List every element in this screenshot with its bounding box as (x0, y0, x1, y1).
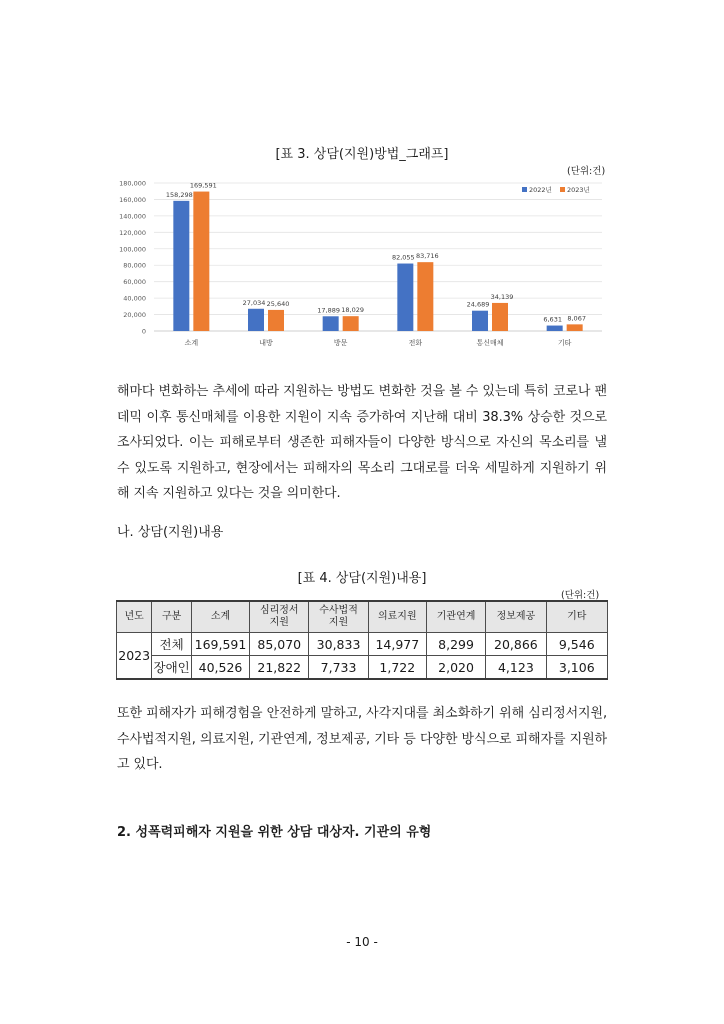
bar-2023 (343, 316, 359, 331)
header-other: 기타 (546, 601, 607, 633)
y-tick-label: 40,000 (123, 294, 146, 303)
table-cell: 14,977 (368, 633, 426, 656)
legend-swatch (560, 187, 565, 192)
bar-2022 (472, 311, 488, 331)
bar-2023 (567, 324, 583, 331)
bar-2023 (492, 303, 508, 331)
page-number: - 10 - (346, 935, 378, 949)
y-tick-label: 180,000 (119, 179, 146, 188)
y-tick-label: 0 (141, 327, 146, 336)
header-category: 구분 (152, 601, 192, 633)
table-cell: 40,526 (191, 656, 249, 680)
bar-2022 (248, 309, 264, 331)
x-tick-label: 통신매체 (476, 339, 504, 347)
chart-caption: [표 3. 상담(지원)방법_그래프] (275, 147, 449, 162)
table-cell: 4,123 (486, 656, 546, 680)
table-cell: 2,020 (426, 656, 485, 680)
row-label-disabled: 장애인 (152, 656, 192, 680)
legend-label: 2023년 (567, 186, 590, 194)
table-cell: 1,722 (368, 656, 426, 680)
table-cell: 3,106 (546, 656, 607, 680)
y-tick-label: 120,000 (119, 228, 146, 237)
header-psych: 심리정서 지원 (250, 601, 309, 633)
y-tick-label: 20,000 (123, 311, 146, 320)
table-cell: 169,591 (191, 633, 249, 656)
table-row (117, 633, 608, 656)
bar-2022 (173, 201, 189, 331)
table-row (117, 656, 608, 680)
data-label: 83,716 (415, 252, 439, 261)
table-cell: 85,070 (250, 633, 309, 656)
data-label: 25,640 (266, 299, 290, 308)
x-tick-label: 기타 (557, 339, 572, 347)
x-tick-label: 내방 (259, 339, 273, 347)
y-tick-label: 140,000 (119, 212, 146, 221)
bar-2022 (397, 264, 413, 331)
header-legal: 수사법적 지원 (309, 601, 368, 633)
header-medical: 의료지원 (368, 601, 426, 633)
section-heading-2: 2. 성폭력피해자 지원을 위한 상담 대상자. 기관의 유형 (117, 825, 432, 840)
y-tick-label: 60,000 (123, 278, 146, 287)
paragraph-trend: 해마다 변화하는 추세에 따라 지원하는 방법도 변화한 것을 볼 수 있는데 특히 코로나 팬데믹 이후 통신매체를 이용한 지원이 지속 증가하여 지난해 대비 38.3% 상승한 것으로 조사되었다. 이는 피해로부터 생존한 피해자들이 다양한 방식으로 자신의 목소리를 낼 수 있도록 지원하고, 현장에서는 피해자의 목소리 그대로를 더욱 세밀하게 지원하기 위해 지속 지원하고 있다는 것을 의미한다. (117, 384, 607, 501)
bar-2022 (547, 326, 563, 331)
legend-swatch (522, 187, 527, 192)
y-tick-label: 100,000 (119, 245, 146, 254)
table-unit: (단위:건) (561, 590, 600, 601)
legend-label: 2022년 (529, 186, 552, 194)
table-cell: 7,733 (309, 656, 368, 680)
data-label: 169,591 (189, 181, 217, 190)
data-label: 158,298 (165, 190, 193, 199)
data-label: 82,055 (391, 253, 415, 262)
data-label: 8,067 (567, 314, 586, 323)
table-cell: 8,299 (426, 633, 485, 656)
table-cell: 30,833 (309, 633, 368, 656)
data-label: 27,034 (242, 298, 266, 307)
table-caption: [표 4. 상담(지원)내용] (297, 571, 427, 586)
x-tick-label: 소계 (184, 339, 199, 347)
bar-2022 (323, 316, 339, 331)
header-year: 년도 (117, 601, 152, 633)
data-label: 17,889 (317, 306, 341, 315)
x-tick-label: 전화 (408, 339, 423, 347)
header-referral: 기관연계 (426, 601, 485, 633)
table-cell: 9,546 (546, 633, 607, 656)
data-label: 18,029 (341, 306, 365, 315)
bar-chart (112, 176, 606, 352)
x-tick-label: 방문 (333, 339, 348, 347)
bar-2023 (417, 262, 433, 331)
bar-2023 (193, 192, 209, 331)
header-info: 정보제공 (486, 601, 546, 633)
table-cell: 21,822 (250, 656, 309, 680)
table-header-row (117, 601, 608, 633)
header-subtotal: 소계 (191, 601, 249, 633)
year-cell: 2023 (117, 633, 152, 680)
y-tick-label: 160,000 (119, 195, 146, 204)
row-label-total: 전체 (152, 633, 192, 656)
paragraph-methods: 또한 피해자가 피해경험을 안전하게 말하고, 사각지대를 최소화하기 위해 심리정서지원, 수사법적지원, 의료지원, 기관연계, 정보제공, 기타 등 다양한 방식으로 피해자를 지원하고 있다. (117, 706, 607, 772)
data-label: 34,139 (490, 292, 514, 301)
support-content-table (116, 600, 608, 680)
chart-unit: (단위:건) (567, 166, 606, 177)
table-cell: 20,866 (486, 633, 546, 656)
y-tick-label: 80,000 (123, 261, 146, 270)
data-label: 6,631 (543, 315, 562, 324)
section-heading-na: 나. 상담(지원)내용 (117, 525, 224, 540)
data-label: 24,689 (466, 300, 490, 309)
bar-2023 (268, 310, 284, 331)
